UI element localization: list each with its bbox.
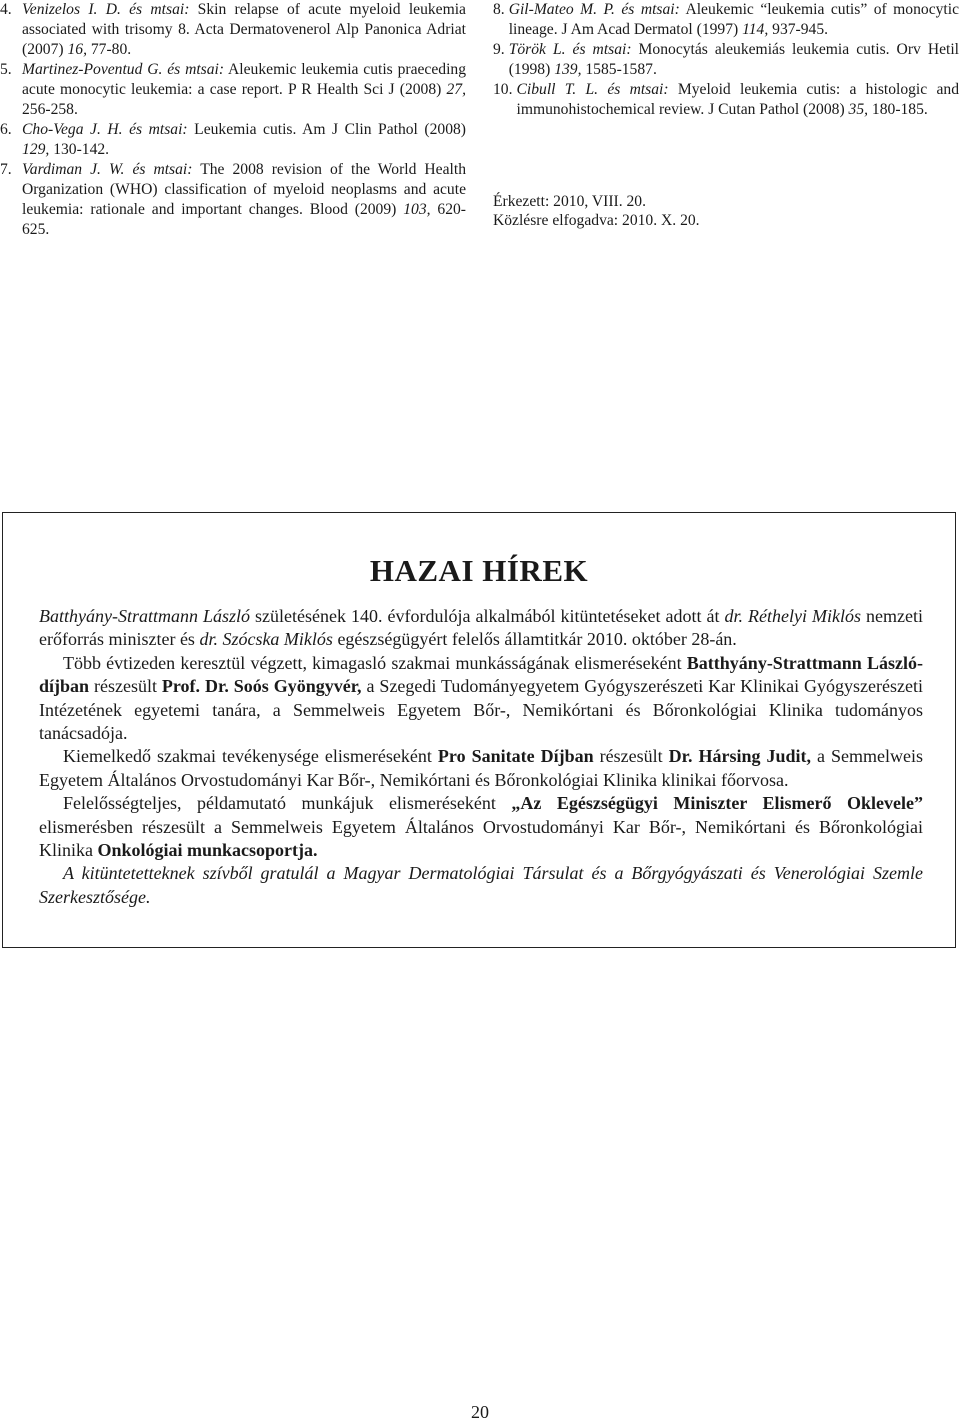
reference-authors: Martinez-Poventud G. és mtsai: <box>22 61 225 78</box>
news-paragraph: Batthyány-Strattmann László születésének 140. évfordulója alkalmából kitüntetéseket adott át dr. Réthelyi Miklós nemzeti erőforrás miniszter és dr. Szócska Miklós egészségügyért felelős államtitkár 2010. október 28-án. <box>39 606 923 650</box>
news-closing: A kitüntetetteknek szívből gratulál a Magyar Dermatológiai Társulat és a Bőrgyógyászati és Venerológiai Szemle Szerkesztősége. <box>39 863 923 907</box>
news-body <box>39 605 923 909</box>
reference-authors: Venizelos I. D. és mtsai: <box>22 1 190 18</box>
reference-item: 8. Gil-Mateo M. P. és mtsai: Aleukemic “leukemia cutis” of monocytic lineage. J Am Acad Dermatol (1997) 114, 937-945. <box>493 1 959 38</box>
reference-authors: Gil-Mateo M. P. és mtsai: <box>508 1 680 18</box>
reference-list-right <box>493 0 959 120</box>
reference-item: 5. Martinez-Poventud G. és mtsai: Aleukemic leukemia cutis praeceding acute monocytic leukemia: a case report. P R Health Sci J (2008) 27, 256-258. <box>0 61 466 118</box>
reference-authors: Cho-Vega J. H. és mtsai: <box>22 121 188 138</box>
reference-authors: Vardiman J. W. és mtsai: <box>22 161 193 178</box>
reference-authors: Török L. és mtsai: <box>508 41 632 58</box>
reference-item: 10. Cibull T. L. és mtsai: Myeloid leukemia cutis: a histologic and immunohistochemical review. J Cutan Pathol (2008) 35, 180-185. <box>493 81 959 118</box>
reference-item: 6. Cho-Vega J. H. és mtsai: Leukemia cutis. Am J Clin Pathol (2008) 129, 130-142. <box>0 121 466 158</box>
reference-list-left <box>0 0 466 240</box>
received-date: Érkezett: 2010, VIII. 20. <box>493 193 647 210</box>
news-paragraph: Kiemelkedő szakmai tevékenysége elismeréseként Pro Sanitate Díjban részesült Dr. Hársing Judit, a Semmelweis Egyetem Általános Orvostudományi Kar Bőr-, Nemikórtani és Bőronkológiai Klinika klinikai főorvosa. <box>39 746 923 790</box>
reference-item: 7. Vardiman J. W. és mtsai: The 2008 revision of the World Health Organization (WHO) classification of myeloid neoplasms and acute leukemia: rationale and important changes. Blood (2009) 103, 620-625. <box>0 161 466 238</box>
news-box <box>2 512 956 948</box>
reference-item: 9. Török L. és mtsai: Monocytás aleukemiás leukemia cutis. Orv Hetil (1998) 139, 1585-1587. <box>493 41 959 78</box>
accepted-date: Közlésre elfogadva: 2010. X. 20. <box>493 212 700 229</box>
page-number: 20 <box>471 1402 489 1422</box>
news-paragraph: Több évtizeden keresztül végzett, kimagasló szakmai munkásságának elismeréseként Batthyány-Strattmann László-díjban részesült Prof. Dr. Soós Gyöngyvér, a Szegedi Tudományegyetem Gyógyszerészeti Kar Klinikai Gyógyszerészeti Intézetének egyetemi tanára, a Semmelweis Egyetem Bőr-, Nemikórtani és Bőronkológiai Klinika tudományos tanácsadója. <box>39 652 923 744</box>
reference-authors: Cibull T. L. és mtsai: <box>516 81 669 98</box>
article-dates <box>493 192 700 230</box>
reference-item: 4. Venizelos I. D. és mtsai: Skin relapse of acute myeloid leukemia associated with trisomy 8. Acta Dermatovenerol Alp Panonica Adriat (2007) 16, 77-80. <box>0 1 466 58</box>
news-paragraph: Felelősségteljes, példamutató munkájuk elismeréseként „Az Egészségügyi Miniszter Elismerő Oklevele” elismerésben részesült a Semmelweis Egyetem Általános Orvostudományi Kar Bőr-, Nemikórtani és Bőronkológiai Klinika Onkológiai munkacsoportja. <box>39 793 923 861</box>
news-title: HAZAI HÍREK <box>369 553 589 588</box>
